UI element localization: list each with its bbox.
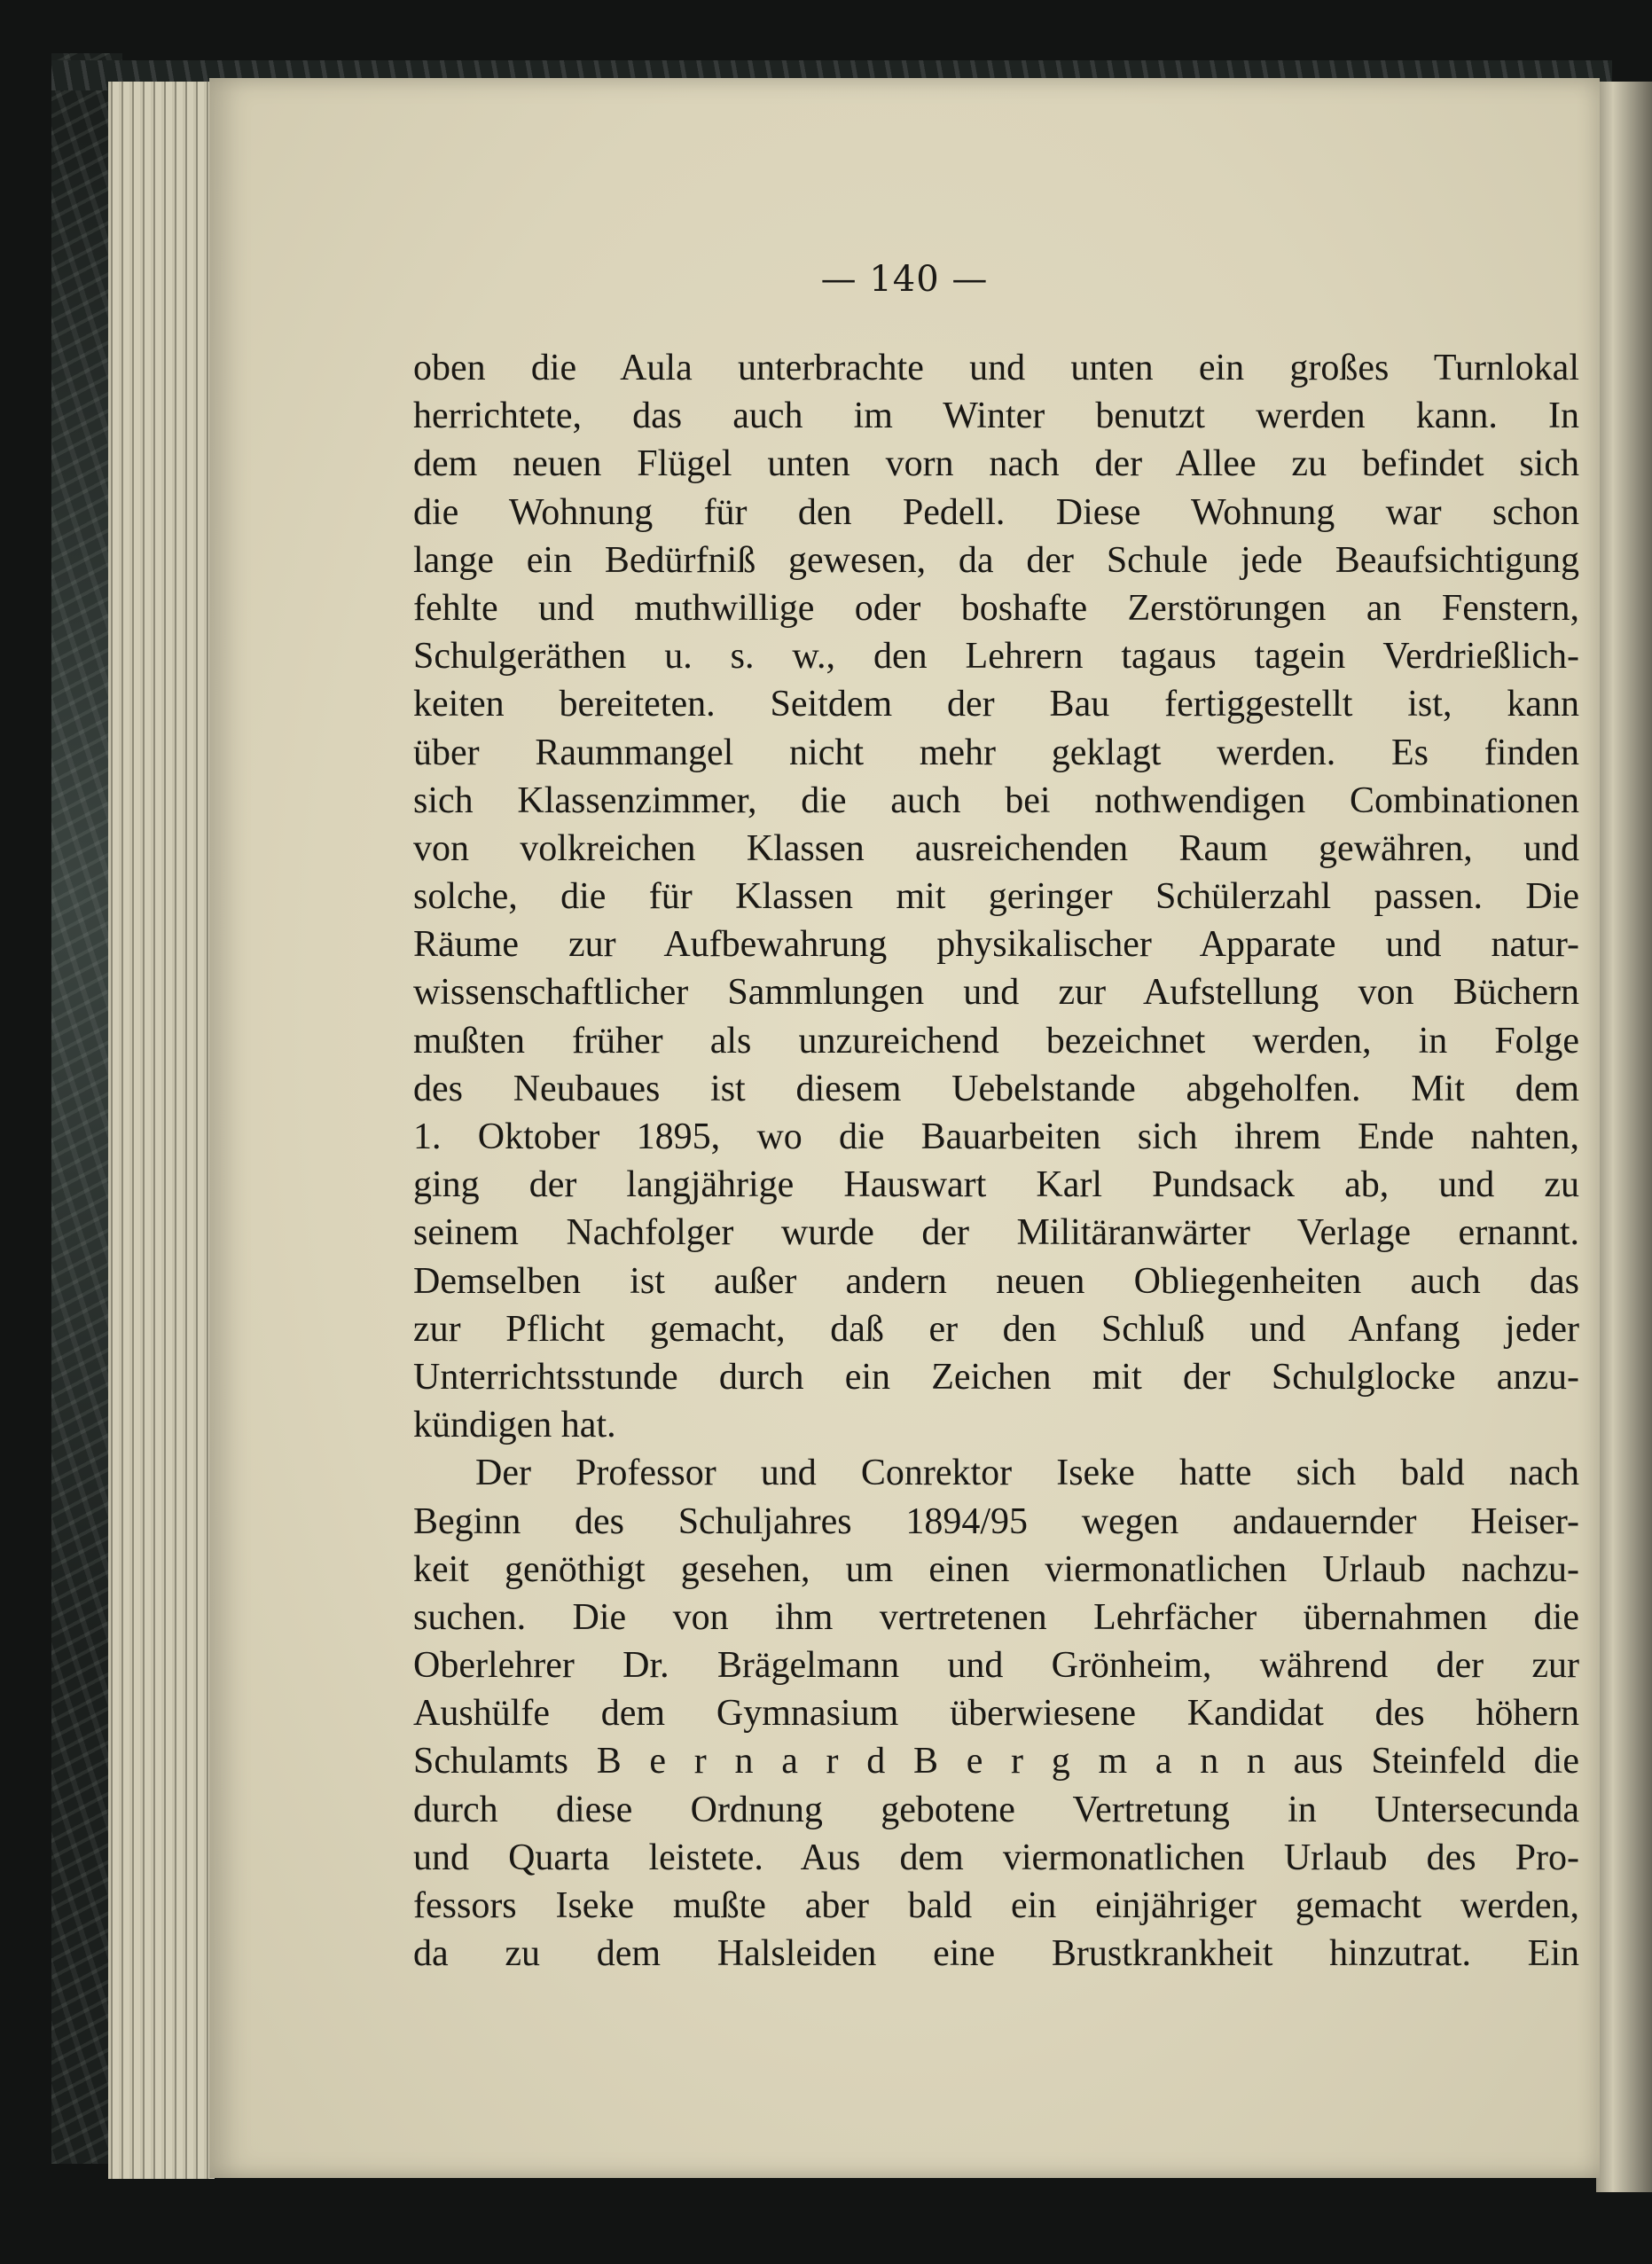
text-line: kündigen hat. [413, 1405, 616, 1446]
book-page [209, 78, 1600, 2178]
page-number: — 140 — [820, 259, 989, 300]
text-line: Unterrichtsstunde durch ein Zeichen mit der Schulglocke anzu- [413, 1356, 1579, 1398]
text-line: sich Klassenzimmer, die auch bei nothwendigen Combinationen [413, 779, 1579, 821]
text-line: solche, die für Klassen mit geringer Schülerzahl passen. Die [413, 876, 1579, 918]
text-line: suchen. Die von ihm vertretenen Lehrfächer übernahmen die [413, 1596, 1579, 1638]
text-line: durch diese Ordnung gebotene Vertretung in Untersecunda [413, 1789, 1579, 1830]
text-line: des Neubaues ist diesem Uebelstande abgeholfen. Mit dem [413, 1068, 1579, 1109]
text-line: seinem Nachfolger wurde der Militäranwärter Verlage ernannt. [413, 1212, 1579, 1254]
text-line: die Wohnung für den Pedell. Diese Wohnung war schon [413, 491, 1579, 533]
text-line: Demselben ist außer andern neuen Obliegenheiten auch das [413, 1260, 1579, 1302]
text-line: herrichtete, das auch im Winter benutzt werden kann. In [413, 396, 1579, 437]
text-line: Schulamts B e r n a r d B e r g m a n n aus Steinfeld die [413, 1741, 1579, 1782]
text-line: 1. Oktober 1895, wo die Bauarbeiten sich ihrem Ende nahten, [413, 1116, 1579, 1157]
text-line: fessors Iseke mußte aber bald ein einjähriger gemacht werden, [413, 1885, 1579, 1926]
text-line: mußten früher als unzureichend bezeichnet werden, in Folge [413, 1020, 1579, 1061]
text-line: Beginn des Schuljahres 1894/95 wegen andauernder Heiser- [413, 1500, 1579, 1542]
text-line: ging der langjährige Hauswart Karl Pundsack ab, und zu [413, 1164, 1579, 1206]
text-line: lange ein Bedürfniß gewesen, da der Schule jede Beaufsichtigung [413, 539, 1579, 581]
text-line: Der Professor und Conrektor Iseke hatte sich bald nach [475, 1453, 1579, 1494]
text-line: keiten bereiteten. Seitdem der Bau fertiggestellt ist, kann [413, 684, 1579, 725]
text-line: Aushülfe dem Gymnasium überwiesene Kandidat des höhern [413, 1693, 1579, 1735]
facing-page-edge [1596, 82, 1652, 2192]
text-line: wissenschaftlicher Sammlungen und zur Aufstellung von Büchern [413, 972, 1579, 1014]
text-line: Schulgeräthen u. s. w., den Lehrern tagaus tagein Verdrießlich- [413, 636, 1579, 678]
text-line: fehlte und muthwillige oder boshafte Zerstörungen an Fenstern, [413, 587, 1579, 629]
text-line: zur Pflicht gemacht, daß er den Schluß und Anfang jeder [413, 1308, 1579, 1350]
text-line: Oberlehrer Dr. Brägelmann und Grönheim, während der zur [413, 1645, 1579, 1687]
text-line: über Raummangel nicht mehr geklagt werden. Es finden [413, 732, 1579, 773]
text-line: von volkreichen Klassen ausreichenden Raum gewähren, und [413, 827, 1579, 869]
text-line: da zu dem Halsleiden eine Brustkrankheit hinzutrat. Ein [413, 1933, 1579, 1975]
text-line: Räume zur Aufbewahrung physikalischer Apparate und natur- [413, 924, 1579, 966]
text-line: keit genöthigt gesehen, um einen viermonatlichen Urlaub nachzu- [413, 1548, 1579, 1590]
body-text [413, 344, 1579, 1978]
page-stack-edges [108, 82, 215, 2179]
text-line: oben die Aula unterbrachte und unten ein großes Turnlokal [413, 348, 1579, 388]
text-line: dem neuen Flügel unten vorn nach der Allee zu befindet sich [413, 443, 1579, 485]
text-line: und Quarta leistete. Aus dem viermonatlichen Urlaub des Pro- [413, 1837, 1579, 1878]
